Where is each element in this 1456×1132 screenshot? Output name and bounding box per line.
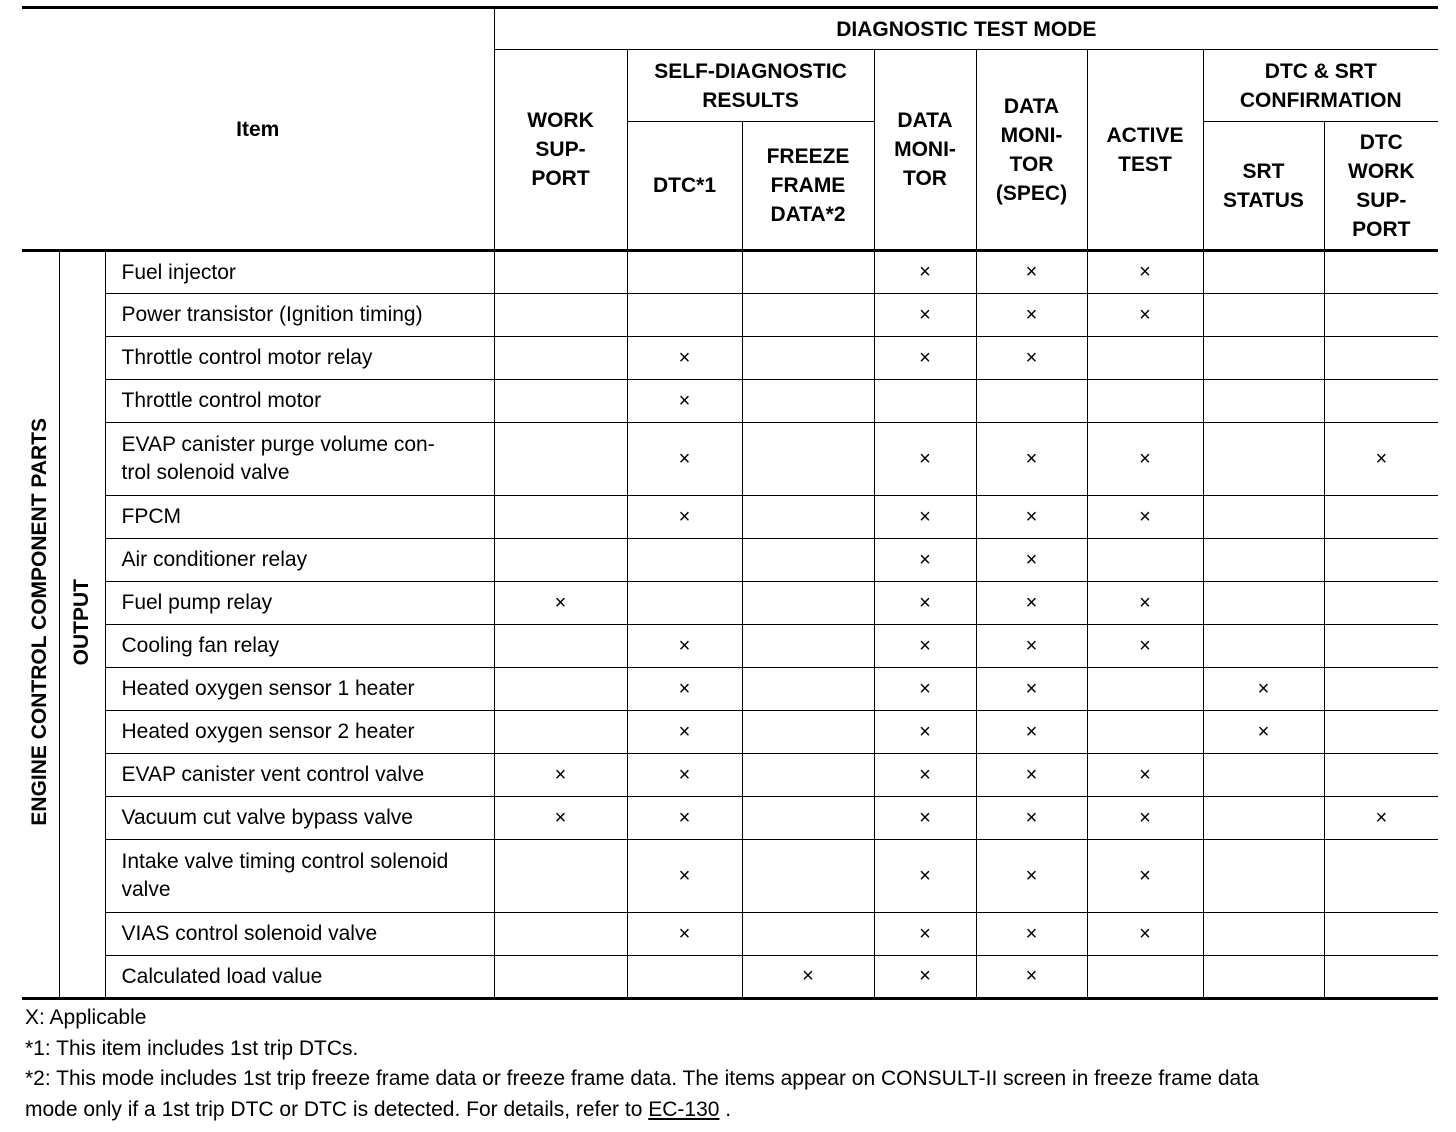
dtc-cell bbox=[627, 496, 742, 539]
work-support-cell bbox=[494, 496, 627, 539]
applicable-mark: × bbox=[1375, 447, 1388, 470]
header-line: SRT bbox=[1242, 159, 1285, 183]
dtc-cell bbox=[627, 840, 742, 913]
applicable-mark: × bbox=[678, 677, 691, 700]
srt-status-cell bbox=[1203, 539, 1324, 582]
data-monitor-spec-cell bbox=[976, 754, 1087, 797]
subgroup-label-text: OUTPUT bbox=[70, 578, 93, 666]
dtc-cell bbox=[627, 956, 742, 999]
active-test-header bbox=[1087, 50, 1203, 251]
active-test-cell bbox=[1087, 840, 1203, 913]
applicable-mark: × bbox=[919, 505, 931, 528]
header-line: DTC & SRT bbox=[1264, 59, 1377, 83]
data-monitor-cell bbox=[874, 754, 976, 797]
dtc-work-support-cell bbox=[1324, 956, 1438, 999]
applicable-mark: × bbox=[554, 806, 567, 829]
applicable-mark: × bbox=[1025, 447, 1038, 470]
freeze-frame-data-cell bbox=[742, 668, 874, 711]
item-text: FPCM bbox=[121, 505, 181, 528]
applicable-mark: × bbox=[1025, 763, 1038, 786]
dtc-work-support-cell bbox=[1324, 913, 1438, 956]
data-monitor-cell bbox=[874, 423, 976, 496]
work-support-cell bbox=[494, 539, 627, 582]
item-cell bbox=[105, 294, 494, 337]
item-cell bbox=[105, 539, 494, 582]
freeze-frame-data-cell bbox=[742, 956, 874, 999]
header-line: TOR bbox=[1009, 152, 1054, 176]
freeze-frame-data-cell bbox=[742, 840, 874, 913]
item-cell bbox=[105, 496, 494, 539]
applicable-mark: × bbox=[1025, 965, 1038, 987]
dtc-cell bbox=[627, 754, 742, 797]
item-text: Intake valve timing control solenoid bbox=[121, 850, 449, 873]
srt-status-cell bbox=[1203, 711, 1324, 754]
self-diagnostic-results-header bbox=[627, 50, 874, 122]
applicable-mark: × bbox=[1139, 634, 1151, 657]
note-2-line-1: *2: This mode includes 1st trip freeze frame data or freeze frame data. The items appear on CONSULT-II screen in freeze frame data bbox=[25, 1067, 1259, 1090]
dtc-work-support-cell bbox=[1324, 582, 1438, 625]
applicable-mark: × bbox=[1139, 303, 1151, 326]
table-row bbox=[22, 380, 1438, 423]
item-text: VIAS control solenoid valve bbox=[121, 922, 378, 945]
data-monitor-spec-cell bbox=[976, 711, 1087, 754]
data-monitor-spec-cell bbox=[976, 294, 1087, 337]
note-applicable: X: Applicable bbox=[25, 1006, 147, 1029]
note-2 bbox=[25, 1064, 1440, 1125]
data-monitor-spec-cell bbox=[976, 797, 1087, 840]
item-cell bbox=[105, 251, 494, 294]
data-monitor-cell bbox=[874, 913, 976, 956]
applicable-mark: × bbox=[919, 591, 931, 614]
freeze-frame-data-cell bbox=[742, 711, 874, 754]
data-monitor-spec-cell bbox=[976, 668, 1087, 711]
srt-status-cell bbox=[1203, 423, 1324, 496]
applicable-mark: × bbox=[919, 548, 931, 571]
header-line: RESULTS bbox=[702, 88, 799, 112]
table-body bbox=[22, 251, 1438, 999]
table-row bbox=[22, 754, 1438, 797]
data-monitor-spec-cell bbox=[976, 539, 1087, 582]
freeze-frame-data-cell bbox=[742, 380, 874, 423]
applicable-mark: × bbox=[919, 720, 931, 743]
group-label-text: ENGINE CONTROL COMPONENT PARTS bbox=[28, 418, 52, 826]
header-line: PORT bbox=[1352, 217, 1411, 241]
active-test-cell bbox=[1087, 582, 1203, 625]
applicable-mark: × bbox=[919, 303, 931, 326]
work-support-cell bbox=[494, 423, 627, 496]
applicable-mark: × bbox=[1025, 634, 1038, 657]
active-test-cell bbox=[1087, 625, 1203, 668]
dtc-work-support-cell bbox=[1324, 251, 1438, 294]
work-support-cell bbox=[494, 294, 627, 337]
applicable-mark: × bbox=[1139, 864, 1151, 887]
work-support-cell bbox=[494, 913, 627, 956]
item-text: Throttle control motor bbox=[121, 389, 322, 412]
srt-status-header bbox=[1203, 122, 1324, 251]
table-row bbox=[22, 496, 1438, 539]
dtc-cell bbox=[627, 294, 742, 337]
dtc-work-support-cell bbox=[1324, 797, 1438, 840]
note-2-line-2: mode only if a 1st trip DTC or DTC is detected. For details, refer to bbox=[25, 1097, 649, 1121]
data-monitor-header bbox=[874, 50, 976, 251]
dtc-work-support-header bbox=[1324, 122, 1438, 251]
applicable-mark: × bbox=[1025, 677, 1038, 700]
header-line: TOR bbox=[903, 167, 947, 190]
srt-status-cell bbox=[1203, 380, 1324, 423]
dtc-work-support-cell bbox=[1324, 294, 1438, 337]
freeze-frame-data-cell bbox=[742, 294, 874, 337]
table-row bbox=[22, 337, 1438, 380]
data-monitor-spec-cell bbox=[976, 956, 1087, 999]
applicable-mark: × bbox=[554, 591, 567, 614]
note-2-suffix: . bbox=[719, 1097, 732, 1121]
applicable-mark: × bbox=[1025, 720, 1038, 743]
header-line: MONI- bbox=[1000, 123, 1063, 147]
data-monitor-cell bbox=[874, 294, 976, 337]
active-test-cell bbox=[1087, 913, 1203, 956]
item-text: Fuel pump relay bbox=[121, 591, 273, 614]
item-text: Power transistor (Ignition timing) bbox=[121, 303, 423, 326]
item-cell bbox=[105, 423, 494, 496]
applicable-mark: × bbox=[1257, 720, 1270, 743]
applicable-mark: × bbox=[678, 864, 691, 887]
dtc-srt-confirmation-header bbox=[1203, 50, 1438, 122]
header-line: DATA bbox=[1003, 94, 1060, 118]
data-monitor-spec-cell bbox=[976, 423, 1087, 496]
data-monitor-cell bbox=[874, 380, 976, 423]
data-monitor-cell bbox=[874, 582, 976, 625]
srt-status-cell bbox=[1203, 251, 1324, 294]
item-text: Heated oxygen sensor 1 heater bbox=[121, 677, 415, 700]
active-test-cell bbox=[1087, 496, 1203, 539]
header-line: CONFIRMATION bbox=[1239, 88, 1402, 112]
applicable-mark: × bbox=[554, 763, 567, 786]
header-line: MONI- bbox=[894, 138, 956, 161]
dtc-work-support-cell bbox=[1324, 380, 1438, 423]
note-1: *1: This item includes 1st trip DTCs. bbox=[25, 1036, 359, 1060]
item-cell bbox=[105, 582, 494, 625]
srt-status-cell bbox=[1203, 582, 1324, 625]
applicable-mark: × bbox=[919, 965, 931, 987]
active-test-cell bbox=[1087, 294, 1203, 337]
work-support-cell bbox=[494, 956, 627, 999]
applicable-mark: × bbox=[678, 447, 691, 470]
srt-status-cell bbox=[1203, 625, 1324, 668]
dtc-cell bbox=[627, 251, 742, 294]
dtc-work-support-cell bbox=[1324, 668, 1438, 711]
table-row bbox=[22, 625, 1438, 668]
applicable-mark: × bbox=[678, 346, 691, 369]
work-support-cell bbox=[494, 582, 627, 625]
item-cell bbox=[105, 754, 494, 797]
work-support-cell bbox=[494, 337, 627, 380]
freeze-frame-data-cell bbox=[742, 539, 874, 582]
srt-status-cell bbox=[1203, 840, 1324, 913]
dtc-cell bbox=[627, 582, 742, 625]
header-line: ACTIVE bbox=[1106, 123, 1184, 147]
active-test-cell bbox=[1087, 337, 1203, 380]
item-cell bbox=[105, 668, 494, 711]
dtc-cell bbox=[627, 380, 742, 423]
freeze-frame-data-cell bbox=[742, 337, 874, 380]
table-row bbox=[22, 840, 1438, 913]
header-line: SUP- bbox=[535, 138, 586, 161]
freeze-frame-data-cell bbox=[742, 913, 874, 956]
item-text: Calculated load value bbox=[121, 964, 323, 988]
freeze-frame-data-cell bbox=[742, 754, 874, 797]
item-text: Air conditioner relay bbox=[121, 548, 308, 571]
applicable-mark: × bbox=[1025, 261, 1038, 283]
item-text: Throttle control motor relay bbox=[121, 346, 373, 369]
item-cell bbox=[105, 380, 494, 423]
item-cell bbox=[105, 337, 494, 380]
applicable-mark: × bbox=[1257, 677, 1270, 700]
item-text: Vacuum cut valve bypass valve bbox=[121, 806, 413, 829]
freeze-frame-data-cell bbox=[742, 625, 874, 668]
data-monitor-spec-header bbox=[976, 50, 1087, 251]
item-text: Cooling fan relay bbox=[121, 634, 280, 657]
applicable-mark: × bbox=[1025, 591, 1038, 614]
work-support-cell bbox=[494, 840, 627, 913]
applicable-mark: × bbox=[919, 634, 931, 657]
applicable-mark: × bbox=[678, 763, 691, 786]
table-row bbox=[22, 251, 1438, 294]
output-label bbox=[59, 251, 105, 999]
header-line: (SPEC) bbox=[995, 181, 1068, 205]
dtc-cell bbox=[627, 625, 742, 668]
srt-status-cell bbox=[1203, 797, 1324, 840]
applicable-mark: × bbox=[678, 922, 691, 945]
data-monitor-cell bbox=[874, 711, 976, 754]
applicable-mark: × bbox=[1025, 303, 1038, 326]
item-text: trol solenoid valve bbox=[121, 461, 290, 484]
applicable-mark: × bbox=[919, 922, 931, 945]
table-row bbox=[22, 539, 1438, 582]
work-support-cell bbox=[494, 251, 627, 294]
header-line: TEST bbox=[1118, 152, 1172, 176]
header-line: DATA*2 bbox=[770, 203, 846, 226]
dtc-work-support-cell bbox=[1324, 754, 1438, 797]
dtc-work-support-cell bbox=[1324, 539, 1438, 582]
applicable-mark: × bbox=[919, 261, 931, 283]
work-support-header bbox=[494, 50, 627, 251]
srt-status-cell bbox=[1203, 668, 1324, 711]
header-line: SUP- bbox=[1356, 188, 1407, 212]
freeze-frame-data-cell bbox=[742, 496, 874, 539]
srt-status-cell bbox=[1203, 956, 1324, 999]
srt-status-cell bbox=[1203, 754, 1324, 797]
active-test-cell bbox=[1087, 380, 1203, 423]
data-monitor-cell bbox=[874, 797, 976, 840]
data-monitor-cell bbox=[874, 251, 976, 294]
table-row bbox=[22, 956, 1438, 999]
item-text: EVAP canister vent control valve bbox=[121, 763, 425, 786]
applicable-mark: × bbox=[1139, 261, 1151, 283]
item-text: EVAP canister purge volume con- bbox=[121, 433, 435, 456]
applicable-mark: × bbox=[678, 389, 691, 412]
data-monitor-cell bbox=[874, 539, 976, 582]
dtc-cell bbox=[627, 797, 742, 840]
diagnostic-test-mode-header: DIAGNOSTIC TEST MODE bbox=[494, 8, 1438, 50]
header-line: FREEZE bbox=[766, 145, 850, 168]
data-monitor-cell bbox=[874, 956, 976, 999]
item-cell bbox=[105, 840, 494, 913]
footnotes bbox=[25, 1003, 1440, 1125]
dtc-header: DTC*1 bbox=[627, 122, 742, 251]
ec-130-link[interactable]: EC-130 bbox=[648, 1097, 720, 1121]
applicable-mark: × bbox=[678, 634, 691, 657]
item-text: Fuel injector bbox=[121, 260, 236, 284]
dtc-cell bbox=[627, 423, 742, 496]
header-line: STATUS bbox=[1223, 188, 1304, 212]
dtc-work-support-cell bbox=[1324, 625, 1438, 668]
active-test-cell bbox=[1087, 956, 1203, 999]
applicable-mark: × bbox=[1139, 447, 1151, 470]
item-cell bbox=[105, 956, 494, 999]
active-test-cell bbox=[1087, 423, 1203, 496]
applicable-mark: × bbox=[1139, 922, 1151, 945]
item-column-header: Item bbox=[22, 8, 494, 251]
work-support-cell bbox=[494, 754, 627, 797]
applicable-mark: × bbox=[1025, 922, 1038, 945]
applicable-mark: × bbox=[1025, 806, 1038, 829]
data-monitor-spec-cell bbox=[976, 913, 1087, 956]
applicable-mark: × bbox=[678, 720, 691, 743]
dtc-work-support-cell bbox=[1324, 337, 1438, 380]
work-support-cell bbox=[494, 668, 627, 711]
data-monitor-spec-cell bbox=[976, 496, 1087, 539]
header-line: DTC bbox=[1359, 130, 1403, 154]
data-monitor-spec-cell bbox=[976, 337, 1087, 380]
header-line: PORT bbox=[531, 167, 590, 190]
dtc-work-support-cell bbox=[1324, 840, 1438, 913]
applicable-mark: × bbox=[919, 677, 931, 700]
table-row bbox=[22, 294, 1438, 337]
applicable-mark: × bbox=[1139, 505, 1151, 528]
srt-status-cell bbox=[1203, 294, 1324, 337]
applicable-mark: × bbox=[1025, 346, 1038, 369]
applicable-mark: × bbox=[802, 965, 814, 987]
header-line: SELF-DIAGNOSTIC bbox=[654, 59, 847, 83]
applicable-mark: × bbox=[1375, 806, 1388, 829]
applicable-mark: × bbox=[919, 763, 931, 786]
dtc-work-support-cell bbox=[1324, 711, 1438, 754]
data-monitor-spec-cell bbox=[976, 251, 1087, 294]
work-support-cell bbox=[494, 797, 627, 840]
freeze-frame-data-header bbox=[742, 122, 874, 251]
header-line: WORK bbox=[527, 109, 594, 132]
data-monitor-cell bbox=[874, 496, 976, 539]
srt-status-cell bbox=[1203, 913, 1324, 956]
data-monitor-cell bbox=[874, 840, 976, 913]
srt-status-cell bbox=[1203, 337, 1324, 380]
table-row bbox=[22, 797, 1438, 840]
applicable-mark: × bbox=[1139, 806, 1151, 829]
data-monitor-spec-cell bbox=[976, 582, 1087, 625]
data-monitor-cell bbox=[874, 337, 976, 380]
freeze-frame-data-cell bbox=[742, 797, 874, 840]
applicable-mark: × bbox=[1139, 591, 1151, 614]
item-text: valve bbox=[121, 878, 171, 901]
item-cell bbox=[105, 711, 494, 754]
freeze-frame-data-cell bbox=[742, 423, 874, 496]
header-line: WORK bbox=[1348, 159, 1415, 183]
active-test-cell bbox=[1087, 711, 1203, 754]
applicable-mark: × bbox=[678, 806, 691, 829]
data-monitor-spec-cell bbox=[976, 625, 1087, 668]
work-support-cell bbox=[494, 625, 627, 668]
table-row bbox=[22, 711, 1438, 754]
work-support-cell bbox=[494, 380, 627, 423]
item-text: Heated oxygen sensor 2 heater bbox=[121, 720, 415, 743]
active-test-cell bbox=[1087, 668, 1203, 711]
header-line: DATA bbox=[897, 109, 953, 132]
dtc-cell bbox=[627, 539, 742, 582]
applicable-mark: × bbox=[678, 505, 691, 528]
active-test-cell bbox=[1087, 754, 1203, 797]
active-test-cell bbox=[1087, 797, 1203, 840]
applicable-mark: × bbox=[919, 864, 931, 887]
dtc-work-support-cell bbox=[1324, 496, 1438, 539]
active-test-cell bbox=[1087, 539, 1203, 582]
item-cell bbox=[105, 625, 494, 668]
dtc-work-support-cell bbox=[1324, 423, 1438, 496]
data-monitor-spec-cell bbox=[976, 380, 1087, 423]
table-row bbox=[22, 582, 1438, 625]
work-support-cell bbox=[494, 711, 627, 754]
applicable-mark: × bbox=[1025, 548, 1038, 571]
dtc-cell bbox=[627, 711, 742, 754]
data-monitor-spec-cell bbox=[976, 840, 1087, 913]
dtc-cell bbox=[627, 913, 742, 956]
active-test-cell bbox=[1087, 251, 1203, 294]
dtc-cell bbox=[627, 668, 742, 711]
applicable-mark: × bbox=[919, 447, 931, 470]
item-cell bbox=[105, 797, 494, 840]
applicable-mark: × bbox=[919, 806, 931, 829]
item-cell bbox=[105, 913, 494, 956]
diagnostic-test-mode-table bbox=[22, 6, 1438, 1000]
table-row bbox=[22, 668, 1438, 711]
table-row bbox=[22, 913, 1438, 956]
engine-control-component-parts-label bbox=[22, 251, 59, 999]
table-row bbox=[22, 423, 1438, 496]
freeze-frame-data-cell bbox=[742, 251, 874, 294]
header-line: FRAME bbox=[770, 174, 846, 197]
freeze-frame-data-cell bbox=[742, 582, 874, 625]
applicable-mark: × bbox=[1025, 864, 1038, 887]
applicable-mark: × bbox=[1025, 505, 1038, 528]
srt-status-cell bbox=[1203, 496, 1324, 539]
applicable-mark: × bbox=[919, 346, 931, 369]
data-monitor-cell bbox=[874, 668, 976, 711]
applicable-mark: × bbox=[1139, 763, 1151, 786]
dtc-cell bbox=[627, 337, 742, 380]
data-monitor-cell bbox=[874, 625, 976, 668]
